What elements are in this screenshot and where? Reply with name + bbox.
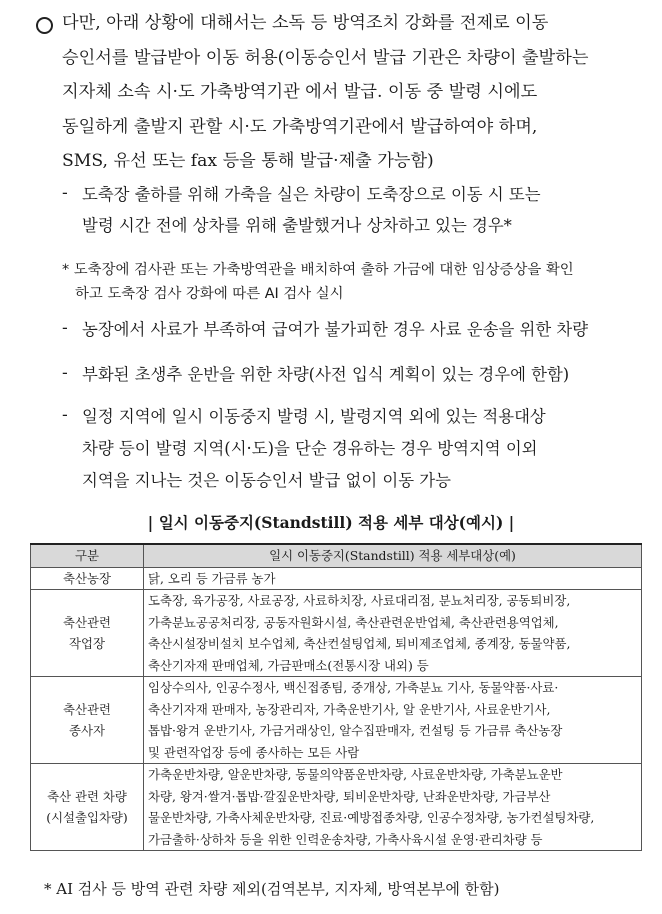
table-row <box>31 764 642 851</box>
table-desc-cell <box>144 567 642 590</box>
list-item-line: 일정 지역에 일시 이동중지 발령 시, 발령지역 외에 있는 적용대상 <box>82 407 546 426</box>
table-desc-cell <box>144 764 642 851</box>
list-item-line: 차량 등이 발령 지역(시·도)을 단순 경유하는 경우 방역지역 이외 <box>82 439 538 458</box>
category-line: 작업장 <box>69 636 105 651</box>
desc-line: 물운반차량, 가축사체운반차량, 진료·예방접종차량, 인공수정차량, 농가컨설팅차량, <box>148 810 595 825</box>
dash-bullet: - <box>62 183 68 203</box>
desc-line: 도축장, 육가공장, 사료공장, 사료하치장, 사료대리점, 분뇨처리장, 공동퇴비장, <box>148 593 571 608</box>
category-line: 종사자 <box>69 723 105 738</box>
dash-bullet: - <box>62 318 68 338</box>
main-paragraph-line: SMS, 유선 또는 fax 등을 통해 발급·제출 가능함) <box>62 151 434 171</box>
category-line: (시설출입차량) <box>46 810 128 825</box>
main-paragraph-line: 승인서를 발급받아 이동 허용(이동승인서 발급 기관은 차량이 출발하는 <box>62 47 589 68</box>
table-header-cell: 구분 <box>31 544 144 567</box>
table-row <box>31 677 642 764</box>
desc-line: 닭, 오리 등 가금류 농가 <box>148 570 276 586</box>
desc-line: 및 관련작업장 등에 종사하는 모든 사람 <box>148 744 360 760</box>
desc-line: 가축분뇨공공처리장, 공동자원화시설, 축산관련운반업체, 축산관련용역업체, <box>148 614 559 630</box>
list-item-line: 부화된 초생추 운반을 위한 차량(사전 입식 계획이 있는 경우에 한함) <box>82 365 570 384</box>
category-line: 축산농장 <box>63 570 111 586</box>
category-line: 축산 관련 차량 <box>47 788 127 804</box>
desc-line: 가금출하·상하차 등을 위한 인력운송차량, 가축사육시설 운영·관리차량 등 <box>148 831 543 847</box>
desc-line: 축산기자재 판매업체, 가금판매소(전통시장 내외) 등 <box>148 657 429 673</box>
list-item <box>82 314 644 345</box>
dash-bullet: - <box>62 363 68 383</box>
table-category-cell <box>31 677 144 764</box>
table-header-row <box>31 544 642 567</box>
table-category-cell <box>31 764 144 851</box>
table-desc-cell <box>144 677 642 764</box>
desc-line: 가축운반차량, 알운반차량, 동물의약품운반차량, 사료운반차량, 가축분뇨운반 <box>148 767 563 782</box>
desc-line: 톱밥·왕겨 운반기사, 가금거래상인, 알수집판매자, 컨설팅 등 가금류 축산농장 <box>148 723 563 738</box>
standstill-table <box>30 543 642 851</box>
table-category-cell <box>31 590 144 677</box>
table-caption: | 일시 이동중지(Standstill) 적용 세부 대상(예시) | <box>147 513 515 532</box>
category-line: 축산관련 <box>63 614 111 630</box>
desc-line: 차량, 왕겨·쌀겨·톱밥·깔짚운반차량, 퇴비운반차량, 난좌운반차량, 가금부산 <box>148 788 551 804</box>
circle-bullet-icon <box>36 17 53 34</box>
note-line: * 도축장에 검사관 또는 가축방역관을 배치하여 출하 가금에 대한 임상증상을 확인 <box>62 262 574 278</box>
list-item-line: 지역을 지나는 것은 이동승인서 발급 없이 이동 가능 <box>82 471 451 490</box>
main-paragraph <box>62 6 646 179</box>
table-header-cell: 일시 이동중지(Standstill) 적용 세부대상(예) <box>144 544 642 567</box>
desc-line: 축산기자재 판매자, 농장관리자, 가축운반기사, 알 운반기사, 사료운반기사, <box>148 701 551 717</box>
category-line: 축산관련 <box>63 701 111 717</box>
main-paragraph-line: 다만, 아래 상황에 대해서는 소독 등 방역조치 강화를 전제로 이동 <box>62 13 549 33</box>
main-paragraph-line: 동일하게 출발지 관할 시·도 가축방역기관에서 발급하여야 하며, <box>62 116 538 137</box>
list-item-line: 도축장 출하를 위해 가축을 실은 차량이 도축장으로 이동 시 또는 <box>82 185 541 204</box>
table-category-cell <box>31 567 144 590</box>
list-item <box>82 179 644 241</box>
list-item <box>82 401 644 497</box>
footnote: * AI 검사 등 방역 관련 차량 제외(검역본부, 지자체, 방역본부에 한함) <box>44 880 500 898</box>
note-line: 하고 도축장 검사 강화에 따른 AI 검사 실시 <box>75 286 344 302</box>
list-item-line: 발령 시간 전에 상차를 위해 출발했거나 상차하고 있는 경우* <box>82 216 512 235</box>
desc-line: 임상수의사, 인공수정사, 백신접종팀, 중개상, 가축분뇨 기사, 동물약품·사료· <box>148 680 559 695</box>
dash-bullet: - <box>62 405 68 425</box>
table-row <box>31 590 642 677</box>
desc-line: 축산시설장비설치 보수업체, 축산컨설팅업체, 퇴비제조업체, 종계장, 동물약품, <box>148 636 571 651</box>
list-item <box>82 359 644 390</box>
table-row <box>31 567 642 590</box>
table-desc-cell <box>144 590 642 677</box>
list-item-line: 농장에서 사료가 부족하여 급여가 불가피한 경우 사료 운송을 위한 차량 <box>82 320 589 339</box>
note <box>62 258 574 306</box>
main-paragraph-line: 지자체 소속 시·도 가축방역기관 에서 발급. 이동 중 발령 시에도 <box>62 82 538 102</box>
